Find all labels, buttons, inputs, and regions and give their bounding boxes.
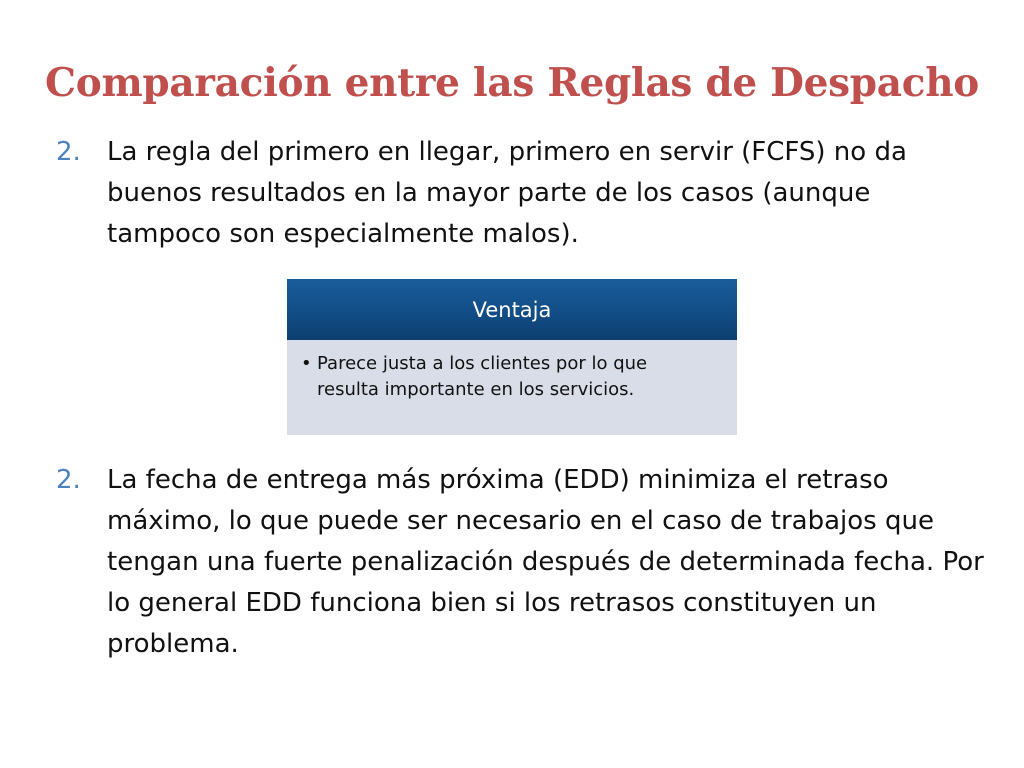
item-number: 2. xyxy=(56,137,81,167)
item-number: 2. xyxy=(56,465,81,495)
item-text: La regla del primero en llegar, primero en servir (FCFS) no da buenos resultados en la mayor parte de los casos (aunque tampoco son especialmente malos). xyxy=(107,137,907,249)
list-item xyxy=(56,132,991,255)
slide-title: Comparación entre las Reglas de Despacho xyxy=(45,60,979,106)
advantage-box-body xyxy=(287,340,737,435)
item-text: La fecha de entrega más próxima (EDD) minimiza el retraso máximo, lo que puede ser necesario en el caso de trabajos que tengan una fuerte penalización después de determinada fecha. Por lo general EDD funciona bien si los retrasos constituyen un problema. xyxy=(107,465,984,659)
advantage-text: Parece justa a los clientes por lo que resulta importante en los servicios. xyxy=(317,353,648,400)
list-item xyxy=(56,460,991,665)
advantage-box-header: Ventaja xyxy=(287,279,737,340)
bullet-icon: • xyxy=(301,353,312,374)
advantage-box xyxy=(287,279,737,435)
